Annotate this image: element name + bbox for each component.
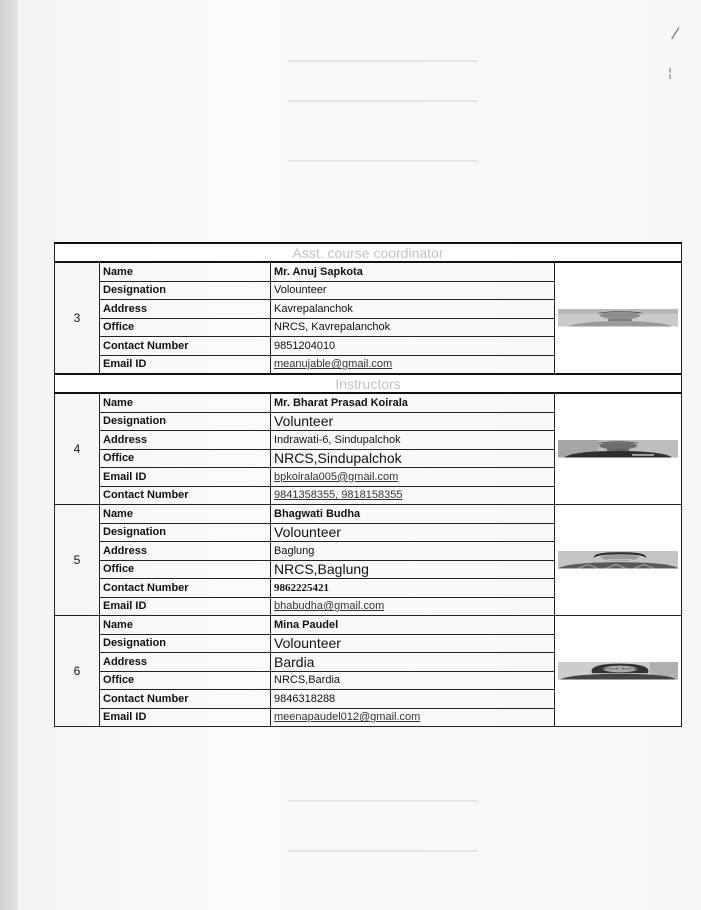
serial-number: 6 bbox=[55, 616, 100, 727]
field-label: Email ID bbox=[100, 597, 271, 616]
serial-number: 3 bbox=[55, 262, 100, 374]
field-value: NRCS,Bardia bbox=[271, 671, 555, 690]
email-link[interactable]: bhabudha@gmail.com bbox=[271, 597, 555, 616]
field-label: Name bbox=[100, 616, 271, 635]
field-value: NRCS,Sindupalchok bbox=[271, 449, 555, 468]
field-label: Email ID bbox=[100, 355, 271, 374]
field-label: Office bbox=[100, 671, 271, 690]
field-label: Office bbox=[100, 449, 271, 468]
field-value: Indrawati-6, Sindupalchok bbox=[271, 431, 555, 450]
field-label: Contact Number bbox=[100, 486, 271, 505]
email-link[interactable]: meanujable@gmail.com bbox=[271, 355, 555, 374]
field-value: Volunteer bbox=[271, 412, 555, 431]
field-label: Contact Number bbox=[100, 579, 271, 598]
field-label: Address bbox=[100, 431, 271, 450]
bleed-through-line bbox=[288, 60, 478, 62]
field-value: NRCS,Baglung bbox=[271, 560, 555, 579]
field-label: Designation bbox=[100, 412, 271, 431]
field-value: Mr. Bharat Prasad Koirala bbox=[271, 393, 555, 412]
section-heading-asst-coordinator: Asst. course coordinator bbox=[55, 243, 682, 262]
field-value: 9851204010 bbox=[271, 337, 555, 356]
field-value: Bardia bbox=[271, 653, 555, 672]
section-heading-instructors: Instructors bbox=[55, 374, 682, 393]
pen-mark: ⁄ bbox=[674, 24, 677, 43]
phone-value: 9841358355, 9818158355 bbox=[271, 486, 555, 505]
field-label: Name bbox=[100, 262, 271, 281]
person-photo bbox=[558, 551, 678, 569]
bleed-through-line bbox=[288, 100, 478, 102]
field-value: Mina Paudel bbox=[271, 616, 555, 635]
person-photo bbox=[558, 662, 678, 680]
field-label: Contact Number bbox=[100, 690, 271, 709]
field-value: Volounteer bbox=[271, 523, 555, 542]
field-label: Designation bbox=[100, 281, 271, 300]
email-link[interactable]: bpkoirala005@gmail.com bbox=[271, 468, 555, 487]
field-label: Designation bbox=[100, 634, 271, 653]
bleed-through-line bbox=[288, 800, 478, 802]
bleed-through-line bbox=[288, 160, 478, 162]
field-value: 9862225421 bbox=[271, 579, 555, 598]
field-label: Address bbox=[100, 653, 271, 672]
field-value: 9846318288 bbox=[271, 690, 555, 709]
field-label: Office bbox=[100, 318, 271, 337]
field-label: Contact Number bbox=[100, 337, 271, 356]
photo-cell bbox=[555, 616, 682, 727]
field-label: Email ID bbox=[100, 708, 271, 727]
serial-number: 5 bbox=[55, 505, 100, 616]
field-label: Email ID bbox=[100, 468, 271, 487]
personnel-table bbox=[54, 242, 682, 727]
field-label: Name bbox=[100, 505, 271, 524]
table-row bbox=[55, 505, 682, 524]
field-label: Address bbox=[100, 300, 271, 319]
field-value: Mr. Anuj Sapkota bbox=[271, 262, 555, 281]
field-value: Volounteer bbox=[271, 634, 555, 653]
field-label: Office bbox=[100, 560, 271, 579]
email-link[interactable]: meenapaudel012@gmail.com bbox=[271, 708, 555, 727]
field-value: Volounteer bbox=[271, 281, 555, 300]
field-label: Address bbox=[100, 542, 271, 561]
field-value: NRCS, Kavrepalanchok bbox=[271, 318, 555, 337]
page-edge-shadow bbox=[0, 0, 18, 910]
field-label: Designation bbox=[100, 523, 271, 542]
person-photo bbox=[558, 440, 678, 458]
person-photo bbox=[558, 309, 678, 327]
pen-mark: ¦ bbox=[668, 66, 673, 80]
photo-cell bbox=[555, 505, 682, 616]
photo-cell bbox=[555, 393, 682, 505]
table-row bbox=[55, 262, 682, 281]
field-label: Name bbox=[100, 393, 271, 412]
field-value: Kavrepalanchok bbox=[271, 300, 555, 319]
field-value: Bhagwati Budha bbox=[271, 505, 555, 524]
field-value: Baglung bbox=[271, 542, 555, 561]
table-row bbox=[55, 616, 682, 635]
serial-number: 4 bbox=[55, 393, 100, 505]
bleed-through-line bbox=[288, 850, 478, 852]
table-row bbox=[55, 393, 682, 412]
photo-cell bbox=[555, 262, 682, 374]
